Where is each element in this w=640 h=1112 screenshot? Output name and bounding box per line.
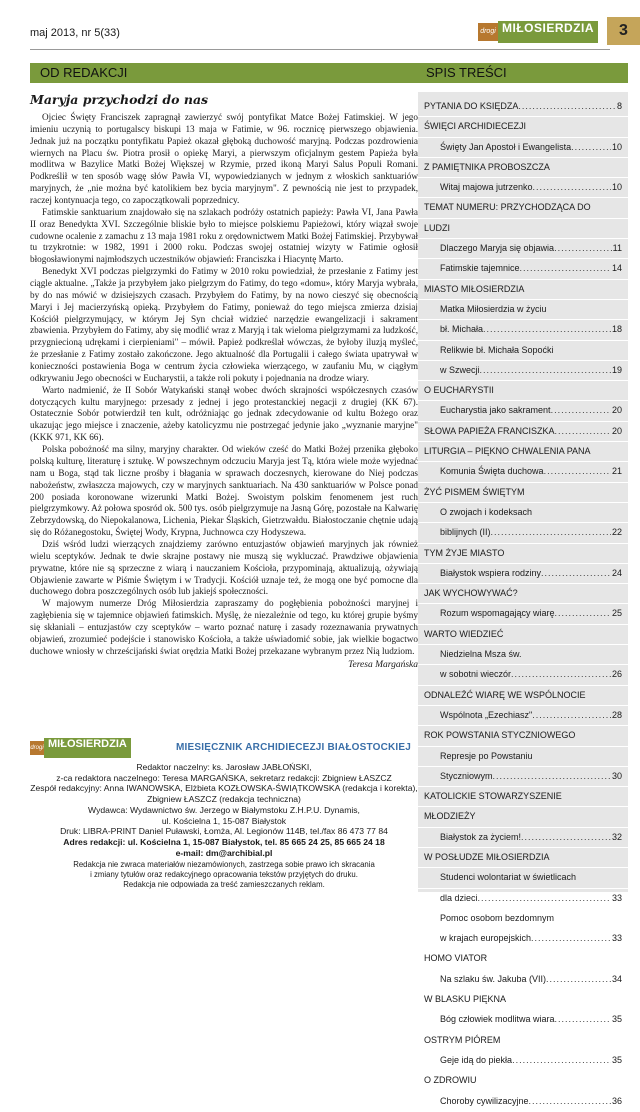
toc-leader-dots: [493, 767, 611, 786]
toc-leader-dots: [554, 239, 612, 258]
toc-title: Z PAMIĘTNIKA PROBOSZCZA: [424, 161, 550, 172]
toc-page-number: 10: [611, 182, 622, 193]
footer-logo-drogi: drogi: [30, 741, 44, 755]
toc-page-number: 19: [611, 364, 622, 375]
toc-title: Studenci wolontariat w świetlicach: [440, 872, 577, 883]
toc-leader-dots: [555, 422, 611, 441]
toc-list: [418, 92, 628, 1112]
toc-entry[interactable]: [418, 747, 628, 767]
toc-title: Białystok wspiera rodziny: [440, 567, 542, 578]
toc-title: Niedzielna Msza św.: [440, 649, 522, 660]
toc-section[interactable]: [418, 381, 628, 401]
toc-leader-dots: [491, 523, 611, 542]
toc-entry[interactable]: [418, 889, 628, 909]
toc-title: Witaj majowa jutrzenko: [440, 182, 533, 193]
footer-logo-brand: MIŁOSIERDZIA: [44, 738, 131, 758]
toc-section[interactable]: [418, 117, 628, 137]
toc-page-number: 10: [611, 141, 622, 152]
footer-logo: [30, 738, 156, 758]
toc-entry[interactable]: [418, 401, 628, 421]
toc-title: Dlaczego Maryja się objawia: [440, 243, 555, 254]
toc-entry[interactable]: [418, 341, 628, 361]
toc-title: TEMAT NUMERU: PRZYCHODZĄCA DO: [424, 202, 591, 213]
toc-section[interactable]: [418, 1071, 628, 1091]
imprint-line: Redaktor naczelny: ks. Jarosław JABŁOŃSKI,: [136, 762, 312, 772]
imprint-line: ul. Kościelna 1, 15-087 Białystok: [161, 815, 287, 826]
toc-title: TYM ŻYJE MIASTO: [424, 547, 505, 558]
toc-entry[interactable]: [418, 300, 628, 320]
toc-section[interactable]: [418, 158, 628, 178]
toc-title: biblijnych (II): [440, 527, 491, 538]
toc-title: Represje po Powstaniu: [440, 750, 533, 761]
toc-title: PYTANIA DO KSIĘDZA: [424, 101, 519, 111]
toc-section[interactable]: [418, 280, 628, 300]
editorial-article: [30, 92, 418, 670]
toc-title: OSTRYM PIÓREM: [424, 1034, 501, 1045]
toc-page-number: 30: [611, 770, 622, 781]
article-paragraph: Warto nadmienić, że II Sobór Watykański stanął wobec dwóch skrajności współczesnych czasów dotyczących kultu maryjnego: przesady z jednej i jego protestanckiej negacji z drugiej (KK 67). Ostatecznie Sobór potwierdził ten kult, odróżniając go jednak zdecydowanie od kultu Bożego oraz ukazując jego miejsce i znaczenie, ażeby katolicyzmu nie postrzegać jedynie jako „wyznanie maryjne" (KKK 971, KK 66).: [30, 384, 418, 443]
article-paragraph: Polska pobożność ma silny, maryjny charakter. Od wieków cześć do Matki Bożej przenika głęboko polską kulturę, literaturę i sztukę. W powszechnym odczuciu Maryja jest Tą, która wiele może wyjednać nam u Boga, stąd tak liczne prośby i błagania w sprawach doczesnych, kierowane do Niej podczas nabożeństw, zwłaszcza majowych, czy w maryjnych sanktuariach. Na 430 sanktuariów w Polsce ponad 200 posiada koronowane wizerunki Matki Bożej. Swoistym polskim fenomenem jest ruch pielgrzymkowy. Aż połowa sposród ok. 500 tys. osób pielgrzymuje na Jasną Górę, pozostałe na Kalwarię Zebrzydowską, do Niepokalanowa, Lichenia, Piekar Śląskich, Gietrzwałdu. Białostoczanie chętnie udają się do Różanegostoku, Świętej Wody, Krypna, Juchnowca czy Hodyszewa.: [30, 444, 418, 538]
footer-subtitle: MIESIĘCZNIK ARCHIDIECEZJI BIAŁOSTOCKIEJ: [176, 742, 412, 753]
toc-section[interactable]: [418, 949, 628, 969]
imprint-line: Druk: LIBRA-PRINT Daniel Puławski, Łomża, Al. Legionów 114B, tel./fax 86 473 77 84: [60, 826, 388, 837]
imprint: [30, 762, 418, 859]
toc-section[interactable]: [418, 686, 628, 706]
toc-entry[interactable]: [418, 523, 628, 543]
toc-title: Relikwie bł. Michała Sopoćki: [440, 344, 554, 355]
toc-page-number: 24: [611, 567, 622, 578]
toc-leader-dots: [532, 706, 611, 725]
toc-title: W POSŁUDZE MIŁOSIERDZIA: [424, 851, 550, 862]
logo-brand: MIŁOSIERDZIA: [498, 21, 598, 43]
toc-section[interactable]: [418, 726, 628, 746]
article-title: Maryja przychodzi do nas: [30, 92, 209, 107]
toc-section[interactable]: [418, 483, 628, 503]
toc-section[interactable]: [418, 422, 628, 442]
toc-section[interactable]: [418, 787, 628, 807]
toc-title: Choroby cywilizacyjne: [440, 1095, 529, 1106]
toc-entry[interactable]: [418, 462, 628, 482]
toc-leader-dots: [551, 401, 611, 420]
article-signature: Teresa Margańska: [348, 659, 418, 670]
toc-title: Fatimskie tajemnice: [440, 263, 520, 274]
toc-entry[interactable]: [418, 828, 628, 848]
editorial-email[interactable]: e-mail: dm@archibial.pl: [175, 847, 273, 858]
article-body: [30, 112, 418, 658]
toc-title: bł. Michała: [440, 324, 484, 335]
article-paragraph: Benedykt XVI podczas pielgrzymki do Fatimy w 2010 roku powiedział, że przesłanie z Fatimy jest ciągle aktualne. „Także ja przybyłem jako pielgrzym do Fatimy, do tego «domu», który Maryja wybrała, by do nas mówić w dzisiejszych czasach. Przybyłem do Fatimy, by na nowo cieszyć się obecnością Maryi i Jej macierzyńską opieką. Przybyłem do Fatimy, ponieważ do tego miejsca zmierza dzisiaj Kościół pielgrzymujący, w którym Jej Syn chciał widzieć narzędzie ewangelizacji i sakrament zbawienia. Przybyłem do Fatimy, aby się modlić wraz z Maryją i tak wieloma pielgrzymami za ludzkość, przygniecioną udrękami i cierpieniami" – mówił. Papież podkreślał wówczas, że byłoby iluzją myśleć, że przesłanie z Fatimy zostało zakończone. Jego aktualność dla Portugalii i całego świata upatrywał w konieczności postawienia Boga w centrum życia człowieka wierzącego, w zaufaniu Mu, w ciągłym odkrywaniu Jego obecności w Eucharystii, a także roli pokuty i pojednania na drodze wiary.: [30, 266, 418, 383]
toc-page-number: 36: [611, 1095, 622, 1106]
section-heading-editorial: OD REDAKCJI: [30, 63, 418, 83]
toc-title: Rozum wspomagający wiarę: [440, 608, 555, 619]
toc-leader-dots: [480, 361, 611, 380]
article-paragraph: Ojciec Święty Franciszek zapragnął zawierzyć swój pontyfikat Matce Bożej Fatimskiej. W jego imieniu uczynią to portugalscy biskupi 13 maja w Fatimie, w 96. rocznicę pierwszego objawienia. Jednak już na początku pontyfikatu Papież okazał głęboką duchowość maryjną. Podczas pozdrowienia wiernych na Placu św. Piotra prosił o opiekę Maryi, a pierwszym oficjalnym gestem Papieża była modlitwa w Bazylice Matki Bożej Większej w Rzymie, przed ikoną Maryi Salus Populi Romani. Podkreślił w ten sposób wagę słów Pawła VI, wypowiedzianych w jednym z włoskich sanktuariów maryjnych, że „nie można być katolikiem bez bycia maryjnym". Z pewnością nie jest to przypadek, raczej kontynuacja tego, co zapoczątkowali poprzednicy.: [30, 112, 418, 206]
toc-title: Matka Miłosierdzia w życiu: [440, 303, 547, 314]
toc-title: dla dzieci: [440, 892, 478, 903]
toc-entry[interactable]: [418, 239, 628, 259]
toc-page-number: 25: [611, 608, 622, 619]
toc-title: Komunia Święta duchowa: [440, 466, 544, 477]
toc-title: MŁODZIEŻY: [424, 811, 476, 822]
imprint-line: Zespół redakcyjny: Anna IWANOWSKA, Elżbieta KOZŁOWSKA-ŚWIĄTKOWSKA (redakcja i korekta),: [30, 783, 418, 794]
toc-title: LUDZI: [424, 222, 451, 233]
editorial-address: Adres redakcji: ul. Kościelna 1, 15-087 Białystok, tel. 85 665 24 25, 85 665 24 18: [63, 837, 385, 848]
toc-title: w Szwecji: [440, 364, 480, 375]
toc-leader-dots: [544, 462, 611, 481]
toc-entry[interactable]: [418, 645, 628, 665]
toc-leader-dots: [555, 604, 611, 623]
toc-leader-dots: [520, 259, 611, 278]
toc-section[interactable]: [418, 625, 628, 645]
toc-title: Święty Jan Apostoł i Ewangelista: [440, 141, 572, 152]
toc-page-number: 33: [611, 933, 622, 944]
toc-section[interactable]: [418, 219, 628, 239]
toc-page-number: 20: [611, 405, 622, 416]
toc-page-number: 35: [611, 1054, 622, 1065]
toc-title: WARTO WIEDZIEĆ: [424, 628, 504, 639]
toc-entry[interactable]: [418, 909, 628, 929]
magazine-logo: [476, 21, 602, 43]
toc-title: W BLASKU PIĘKNA: [424, 994, 507, 1005]
toc-section[interactable]: [418, 544, 628, 564]
page-number: 3: [607, 17, 640, 45]
toc-section[interactable]: [418, 97, 628, 117]
toc-page-number: 32: [611, 831, 622, 842]
imprint-line: Wydawca: Wydawnictwo św. Jerzego w Białymstoku Z.H.P.U. Dynamis,: [88, 804, 360, 815]
toc-page-number: 20: [611, 425, 622, 436]
toc-page-number: 8: [616, 101, 622, 111]
toc-entry[interactable]: [418, 970, 628, 990]
toc-title: Wspólnota „Ezechiasz": [440, 709, 533, 720]
toc-title: ODNALEŹĆ WIARĘ WE WSPÓLNOCIE: [424, 689, 586, 700]
toc-entry[interactable]: [418, 706, 628, 726]
toc-entry[interactable]: [418, 929, 628, 949]
toc-leader-dots: [521, 828, 611, 847]
logo-drogi: drogi: [478, 23, 498, 41]
toc-entry[interactable]: [418, 1092, 628, 1112]
toc-entry[interactable]: [418, 665, 628, 685]
toc-title: O EUCHARYSTII: [424, 385, 494, 396]
toc-page-number: 11: [612, 243, 622, 254]
toc-page-number: 26: [611, 669, 622, 680]
editorial-notice: [30, 860, 418, 890]
toc-title: KATOLICKIE STOWARZYSZENIE: [424, 791, 562, 802]
toc-leader-dots: [546, 970, 611, 989]
toc-entry[interactable]: [418, 868, 628, 888]
toc-leader-dots: [531, 929, 611, 948]
toc-page-number: 35: [611, 1014, 622, 1025]
toc-title: ROK POWSTANIA STYCZNIOWEGO: [424, 730, 576, 741]
toc-entry[interactable]: [418, 320, 628, 340]
toc-leader-dots: [518, 97, 616, 116]
article-paragraph: Dziś wśród ludzi wierzących znajdziemy zarówno entuzjastów objawień maryjnych jak również wielu sceptyków. Jednak te dwie skrajne postawy nie muszą się wykluczać. Prawdziwe objawienia prywatne, które nie są sprzeczne z wiarą i nauczaniem Kościoła, przypominają, aktualizują, ożywiają Objawienie zawarte w Piśmie Świętym i w Tradycji. Kościół uznaje też, że mogą one być pomocne dla duchowego dobra poszczególnych osób lub jakiejś społeczności.: [30, 538, 418, 597]
toc-leader-dots: [511, 665, 611, 684]
header-divider: [30, 49, 610, 50]
toc-title: w krajach europejskich: [440, 933, 532, 944]
toc-section[interactable]: [418, 990, 628, 1010]
imprint-line: z-ca redaktora naczelnego: Teresa MARGAŃSKA, sekretarz redakcji: Zbigniew ŁASZCZ: [56, 772, 392, 783]
toc-entry[interactable]: [418, 1051, 628, 1071]
toc-entry[interactable]: [418, 564, 628, 584]
toc-title: Białystok za życiem!: [440, 831, 522, 842]
toc-entry[interactable]: [418, 259, 628, 279]
table-of-contents: [418, 92, 628, 1106]
toc-entry[interactable]: [418, 138, 628, 158]
toc-title: JAK WYCHOWYWAĆ?: [424, 588, 518, 599]
toc-title: Styczniowym: [440, 770, 493, 781]
imprint-line: Zbigniew ŁASZCZ (redakcja techniczna): [147, 794, 301, 805]
toc-entry[interactable]: [418, 604, 628, 624]
toc-entry[interactable]: [418, 503, 628, 523]
toc-entry[interactable]: [418, 767, 628, 787]
notice-line: i zmiany tytułów oraz redakcyjnego opracowania tekstów przyjętych do druku.: [90, 870, 358, 880]
toc-leader-dots: [529, 1092, 611, 1111]
toc-page-number: 33: [611, 892, 622, 903]
toc-page-number: 34: [611, 973, 622, 984]
toc-leader-dots: [571, 138, 611, 157]
toc-title: LITURGIA – PIĘKNO CHWALENIA PANA: [424, 446, 591, 457]
toc-section[interactable]: [418, 442, 628, 462]
toc-title: Na szlaku św. Jakuba (VII): [440, 973, 547, 984]
toc-page-number: 18: [611, 324, 622, 335]
toc-title: SŁOWA PAPIEŻA FRANCISZKA: [424, 425, 555, 436]
toc-entry[interactable]: [418, 1010, 628, 1030]
section-heading-contents: SPIS TREŚCI: [418, 63, 628, 83]
toc-section[interactable]: [418, 1031, 628, 1051]
toc-entry[interactable]: [418, 178, 628, 198]
toc-title: w sobotni wieczór: [440, 669, 512, 680]
toc-section[interactable]: [418, 807, 628, 827]
toc-page-number: 14: [611, 263, 622, 274]
toc-leader-dots: [541, 564, 611, 583]
notice-line: Redakcja nie odpowiada za treść zamieszczanych reklam.: [123, 880, 325, 890]
toc-section[interactable]: [418, 584, 628, 604]
toc-title: HOMO VIATOR: [424, 953, 488, 964]
toc-leader-dots: [483, 320, 611, 339]
toc-page-number: 22: [611, 527, 622, 538]
toc-title: MIASTO MIŁOSIERDZIA: [424, 283, 525, 294]
toc-section[interactable]: [418, 848, 628, 868]
toc-title: ŚWIĘCI ARCHIDIECEZJI: [424, 121, 527, 132]
toc-entry[interactable]: [418, 361, 628, 381]
toc-title: Eucharystia jako sakrament: [440, 405, 551, 416]
toc-section[interactable]: [418, 198, 628, 218]
toc-leader-dots: [512, 1051, 611, 1070]
toc-leader-dots: [533, 178, 611, 197]
toc-title: Geje idą do piekła: [440, 1054, 513, 1065]
toc-page-number: 21: [611, 466, 622, 477]
article-paragraph: W majowym numerze Dróg Miłosierdzia zapraszamy do pogłębienia pobożności maryjnej i zagłębienia się w tajemnice objawień fatimskich. Myślę, że niezależnie od tego, ku której grupie byśmy się skłaniali – entuzjastów czy sceptyków – warto poznać naturę i zasady rozeznawania prywatnych objawień, zrozumieć podejście i stanowisko Kościoła, a także uświadomić sobie, jak wielkie bogactwo duchowe wniosły w chrześcijański świat orędzia Matki Bożej przekazane wybranym przez Nią ludziom.: [30, 598, 418, 656]
article-paragraph: Fatimskie sanktuarium znajdowało się na szlakach podróży ostatnich papieży: Pawła VI, Jana Pawła II oraz Benedykta XVI. Szczególnie bliskie było to miejsce polskiemu Papieżowi, który wiązał swoje cudowne ocalenie z zamachu z 13 maja 1981 roku z orędownictwem Matki Bożej Fatimskiej. Przybywał tu trzykrotnie: w 1982, 1991 i 2000 roku. Podczas swojej ostatniej wizyty w Fatimie ogłosił błogosławionymi najmłodszych uczestników objawień: Franciszka i Hiacyntę Marto.: [30, 206, 418, 265]
toc-title: O zwojach i kodeksach: [440, 506, 533, 517]
toc-title: O ZDROWIU: [424, 1075, 477, 1086]
toc-title: ŻYĆ PISMEM ŚWIĘTYM: [424, 486, 525, 497]
toc-page-number: 28: [611, 709, 622, 720]
issue-date: maj 2013, nr 5(33): [30, 27, 120, 39]
toc-title: Pomoc osobom bezdomnym: [440, 912, 555, 923]
notice-line: Redakcja nie zwraca materiałów niezamówionych, zastrzega sobie prawo ich skracania: [73, 860, 375, 869]
toc-leader-dots: [555, 1010, 611, 1029]
toc-title: Bóg człowiek modlitwa wiara: [440, 1014, 555, 1025]
